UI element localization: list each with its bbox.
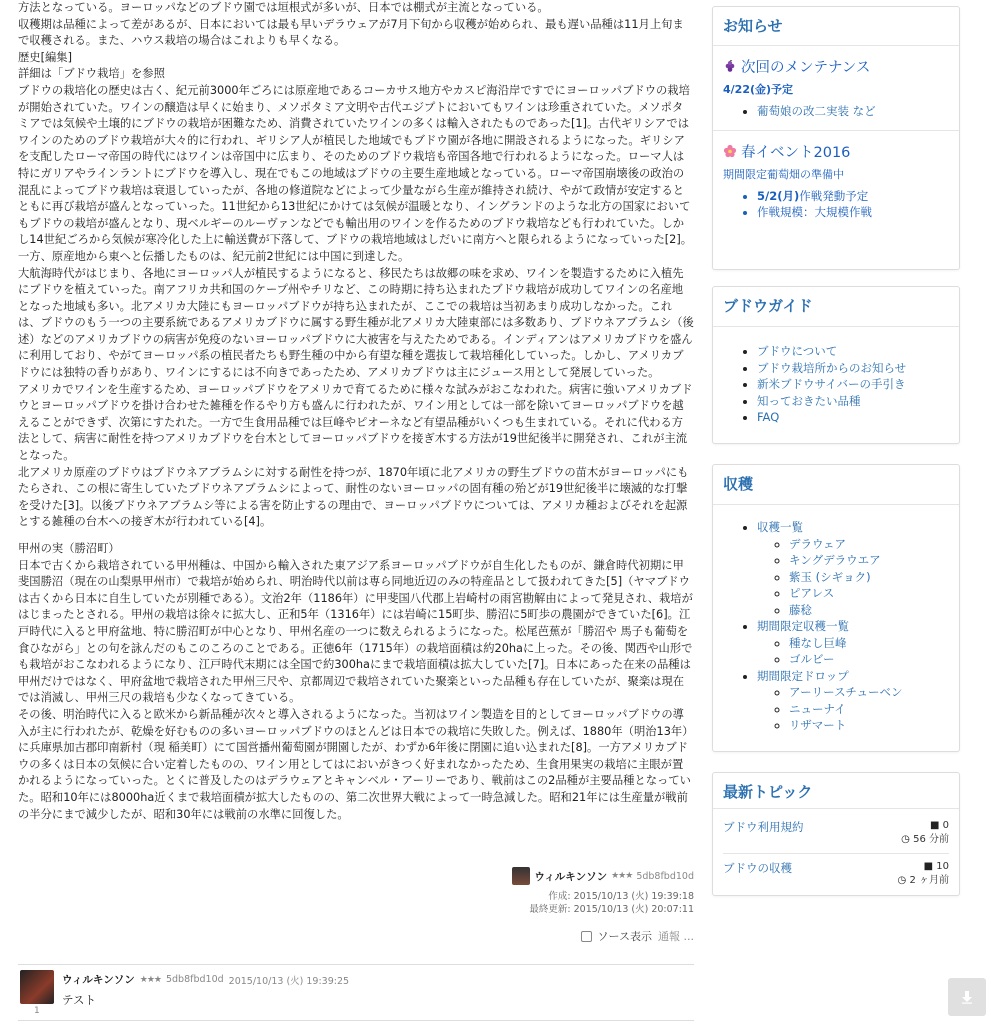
comment-author[interactable]: ウィルキンソン bbox=[62, 974, 135, 986]
list-item bbox=[789, 552, 949, 569]
list-item bbox=[757, 618, 949, 668]
article-paragraph: 一方、原産地から東へと伝播したものは、紀元前2世紀には中国に到達した。 bbox=[18, 249, 410, 263]
grape-icon bbox=[723, 60, 737, 74]
harvest-group-link[interactable]: 期間限定ドロップ bbox=[757, 668, 849, 683]
flower-icon bbox=[723, 144, 737, 158]
article-paragraph: 北アメリカ原産のブドウはブドウネアブラムシに対する耐性を持つが、1870年頃に北アメリカの野生ブドウの苗木がヨーロッパにもたらされ、この根に寄生していたブドウネアブラムシによって、耐性のないヨーロッパの固有種の殆どが19世紀後半に壊滅的な打撃を受けた[3]。以後ブドウネアブラムシ等による害を防止するの理由で、ヨーロッパブドウについては、アメリカ種およびそれを起源とする雑種の台木への接ぎ木が行われている[4]。 bbox=[18, 465, 689, 529]
list-item bbox=[789, 684, 949, 701]
list-item bbox=[789, 569, 949, 586]
list-item bbox=[789, 635, 949, 652]
section-heading-history: 歴史[編集] bbox=[18, 50, 73, 64]
article-paragraph: 日本で古くから栽培されている甲州種は、中国から輸入された東アジア系ヨーロッパブドウが自生化したものが、鎌倉時代初期に甲斐国勝沼（現在の山梨県甲州市）で栽培が始められ、明治時代以前は専ら同地近辺のみの特産品として扱われてきた[5]（ヤマブドウは古くから日本に自生していたが別種である）。文治2年（1186年）に甲斐国八代郡上岩崎村の雨宮勘解由によって発見され、栽培がはじまったとされる。甲州の栽培は徐々に拡大し、正和5年（1316年）には岩崎に15町歩、勝沼に5町歩の農園ができていた[6]。江戸時代に入ると甲府盆地、特に勝沼町が中心となり、甲州名産の一つに数えられるようになった。松尾芭蕉が「勝沼や 馬子も葡萄を食ひながら」との句を詠んだのもこのころのことである。正徳6年（1715年）の栽培面積は約20haに上った。その後、関西や山形でも栽培がおこなわれるようになり、江戸時代末期には全国で約300haにまで栽培面積は拡大していた[7]。日本にあった在来の品種は甲州だけではなく、甲府盆地で栽培された甲州三尺や、京都周辺で栽培されていた聚楽といった品種も存在していたが、聚楽は現在では消滅し、甲州三尺の栽培も少なくなってきている。 bbox=[18, 558, 693, 705]
guide-link[interactable]: FAQ bbox=[757, 410, 780, 424]
clock-icon: ◷ bbox=[897, 875, 907, 886]
topic-count: 10 bbox=[936, 861, 949, 872]
author-name[interactable]: ウィルキンソン bbox=[534, 870, 608, 883]
rank-stars-icon: ★★★ bbox=[139, 974, 161, 985]
maintenance-item-link[interactable]: 葡萄娘の改二実装 など bbox=[757, 104, 876, 118]
list-item bbox=[757, 393, 949, 410]
guide-link[interactable]: ブドウ栽培所からのお知らせ bbox=[757, 360, 907, 375]
updated-date: 最終更新: 2015/10/13 (火) 20:07:11 bbox=[529, 904, 694, 915]
harvest-link[interactable]: 種なし巨峰 bbox=[789, 635, 847, 650]
harvest-link[interactable]: ゴルビー bbox=[789, 652, 835, 666]
guide-link[interactable]: 知っておきたい品種 bbox=[757, 393, 861, 408]
topic-row[interactable] bbox=[723, 854, 949, 894]
article-paragraph: その後、明治時代に入ると欧米から新品種が次々と導入されるようになった。当初はワイン製造を目的としてヨーロッパブドウの導入が主に行われたが、乾燥を好むものの多いヨーロッパブドウのほとんどは日本での栽培に失敗した。例えば、1880年（明治13年）に兵庫県加古郡印南新村（現 稲美町）にて国営播州葡萄園が開園したが、わずか6年後に閉園に追い込まれた[8]。一方アメリカブドウの多くは日本の気候に合い定着したものの、ワイン用としてはにおいがきつく好まれなかったため、生食用果実の栽培に主眼が置かれるようになっていった。とくに普及したのはデラウェアとキャンベル・アーリーであり、戦前はこの2品種が主要品種となっていた。昭和10年には8000ha近くまで栽培面積が拡大したものの、第二次世界大戦によって一時急減した。昭和21年には生産量が戦前の半分にまで減少したが、昭和30年には戦前の水準に回復した。 bbox=[18, 707, 694, 821]
topic-time: 56 分前 bbox=[913, 834, 949, 845]
list-item bbox=[757, 343, 949, 360]
author-avatar[interactable] bbox=[512, 867, 530, 885]
list-item bbox=[757, 668, 949, 734]
author-info bbox=[490, 866, 694, 944]
see-also-note: 詳細は「ブドウ栽培」を参照 bbox=[18, 67, 165, 81]
topics-title: 最新トピック bbox=[723, 783, 813, 801]
harvest-group-link[interactable]: 期間限定収穫一覧 bbox=[757, 619, 849, 633]
topic-link[interactable]: ブドウ利用規約 bbox=[723, 820, 804, 834]
guide-link[interactable]: 新米ブドウサイバーの手引き bbox=[757, 377, 906, 391]
source-toggle-label[interactable]: ソース表示 bbox=[597, 930, 652, 943]
image-caption: 甲州の実（勝沼町） bbox=[18, 542, 120, 555]
news-title: お知らせ bbox=[723, 17, 783, 35]
event-subtitle: 期間限定葡萄畑の準備中 bbox=[723, 167, 844, 181]
list-item bbox=[757, 103, 949, 120]
comment-icon: ■ bbox=[923, 861, 934, 872]
maintenance-date: 4/22(金)予定 bbox=[723, 83, 794, 96]
list-item bbox=[789, 585, 949, 602]
event-date: 5/2(月) bbox=[757, 188, 800, 203]
guide-link[interactable]: ブドウについて bbox=[757, 344, 838, 358]
news-panel bbox=[712, 6, 960, 270]
article-paragraph: アメリカでワインを生産するため、ヨーロッパブドウをアメリカで育てるために様々な試みがおこなわれた。病害に強いアメリカブドウとヨーロッパブドウを掛け合わせた雑種を作るやり方も盛んに行われたが、ワイン用としては一部を除いてヨーロッパブドウを越えることができず、次第にすたれた。一方で生食用品種では巨峰やピオーネなど有望品種がいくつも生まれている。それに代わる方法として、病害に耐性を持つアメリカブドウを台木としてヨーロッパブドウを接ぎ木する方法が19世紀後半に開発され、これが主流となった。 bbox=[18, 382, 693, 463]
harvest-link[interactable]: 藤稔 bbox=[789, 602, 812, 617]
maintenance-heading bbox=[723, 56, 949, 77]
maintenance-heading-text[interactable]: 次回のメンテナンス bbox=[741, 60, 871, 76]
topics-panel bbox=[712, 772, 960, 896]
rank-stars-icon: ★★★ bbox=[611, 871, 633, 881]
topic-row[interactable] bbox=[723, 813, 949, 854]
report-link[interactable]: 通報 ... bbox=[658, 930, 694, 943]
article-paragraph: 収穫期は品種によって差があるが、日本においては最も早いデラウェアが7月下旬から収穫が始められ、最も遅い品種は11月上旬まで収穫される。また、ハウス栽培の場合はこれよりも早くなる。 bbox=[18, 17, 684, 48]
comment-uid: 5db8fbd10d bbox=[165, 974, 224, 985]
comment-avatar[interactable] bbox=[20, 970, 54, 1004]
list-item bbox=[757, 409, 949, 426]
article-paragraph: 方法となっている。ヨーロッパなどのブドウ園では垣根式が多いが、日本では棚式が主流となっている。 bbox=[18, 1, 549, 14]
harvest-link[interactable]: リザマート bbox=[789, 718, 847, 732]
harvest-group-link[interactable]: 収穫一覧 bbox=[757, 520, 803, 534]
comment-date: 2015/10/13 (火) 19:39:25 bbox=[228, 975, 350, 987]
divider bbox=[18, 964, 694, 965]
topic-link[interactable]: ブドウの収穫 bbox=[723, 861, 792, 875]
article-body bbox=[18, 0, 694, 823]
harvest-link[interactable]: アーリースチューベン bbox=[789, 685, 903, 699]
event-heading bbox=[723, 141, 949, 162]
list-item bbox=[757, 519, 949, 618]
event-detail: 作戦規模：大規模作戦 bbox=[757, 205, 872, 219]
harvest-link[interactable]: 紫玉 (シギョク) bbox=[789, 569, 871, 584]
comment-icon: ■ bbox=[929, 820, 940, 831]
article-paragraph: 大航海時代がはじまり、各地にヨーロッパ人が植民するようになると、移民たちは故郷の味を求め、ワインを製造するために入植先にブドウを植えていった。南アフリカ共和国のケープ州やチリなど、この時期に持ち込まれたブドウ栽培が成功してワインの名産地となった地域も多い。北アメリカ大陸にもヨーロッパブドウが持ち込まれたが、ここでの栽培は当初あまり成功しなかった。これは、ブドウのもう一つの主要系統であるアメリカブドウに属する野生種が北アメリカ大陸東部には多数あり、ブドウネアブラムシ（後述）などのアメリカブドウの病害が免疫のないヨーロッパブドウに大被害を与えたためである。インディアンはアメリカブドウを盛んに利用しており、やがてヨーロッパ系の植民者たちも野生種の中から有望な種を選抜して栽培種化していった。しかし、アメリカブドウには独特の香りがあり、ワインにするには不向きであったため、アメリカブドウは主にジュース用として発展していった。 bbox=[18, 266, 694, 380]
topic-time: 2 ヶ月前 bbox=[909, 875, 949, 886]
harvest-link[interactable]: ピアレス bbox=[789, 586, 835, 600]
harvest-panel bbox=[712, 464, 960, 752]
list-item bbox=[789, 651, 949, 668]
clock-icon: ◷ bbox=[901, 834, 910, 845]
list-item bbox=[757, 204, 949, 221]
harvest-title: 収穫 bbox=[723, 475, 754, 493]
list-item bbox=[757, 188, 949, 205]
comment-body: テスト bbox=[62, 993, 97, 1007]
article-paragraph: ブドウの栽培化の歴史は古く、紀元前3000年ごろには原産地であるコーカサス地方やカスピ海沿岸ですでにヨーロッパブドウの栽培が開始されていた。ワインの醸造は早くに始まり、メソポタミア文明や古代エジプトにおいてもワインは珍重されていた。メソポタミアでは気候や土壌的にブドウの栽培が困難なため、消費されていたワインの多くは輸入されたものであった[1]。古代ギリシアではワインのためのブドウ栽培が大々的に行われ、ギリシア人が植民した地域でもブドウ園が各地に開設されるようになった。ギリシアを支配したローマ帝国の時代にはワインは帝国中に広まり、そのためのブドウ栽培も帝国各地で行われるようになった。ローマ人は特にガリアやラインラントにブドウを導入し、現在でもこの地域はブドウの主要生産地域となっている。ローマ帝国崩壊後の政治の混乱によってブドウ栽培は衰退していったが、各地の修道院などによって少量ながら生産が維持され続け、やがて政情が安定するとともに再び栽培が盛んとなっていった。11世紀から13世紀にかけては気候が温暖となり、イングランドのような北方の国家においてもブドウの栽培が盛んとなり、現ベルギーのルーヴァンなどでも輸出用のワインを作るためのブドウ栽培なども行われていた。しかし14世紀ごろから気候が寒冷化した上に輸送費が下落して、ブドウの栽培地域はしだいに南方へと限られるようになっていった[2]。 bbox=[18, 83, 693, 247]
event-detail: 作戦発動予定 bbox=[799, 188, 869, 203]
list-item bbox=[789, 602, 949, 619]
harvest-link[interactable]: デラウェア bbox=[789, 536, 847, 551]
harvest-link[interactable]: ニューナイ bbox=[789, 701, 846, 716]
arrow-down-icon bbox=[961, 990, 973, 1004]
comment-number: 1 bbox=[34, 1006, 40, 1016]
author-uid: 5db8fbd10d bbox=[636, 870, 694, 882]
list-item bbox=[789, 717, 949, 734]
guide-title: ブドウガイド bbox=[723, 297, 813, 315]
created-date: 作成: 2015/10/13 (火) 19:39:18 bbox=[548, 891, 694, 902]
list-item bbox=[757, 376, 949, 393]
list-item bbox=[789, 701, 949, 718]
divider bbox=[18, 1020, 694, 1021]
scroll-down-button[interactable] bbox=[948, 978, 986, 1016]
topic-count: 0 bbox=[942, 820, 949, 831]
list-item bbox=[757, 360, 949, 377]
list-item bbox=[789, 536, 949, 553]
guide-panel bbox=[712, 286, 960, 444]
harvest-link[interactable]: キングデラウエア bbox=[789, 553, 881, 567]
source-toggle-checkbox[interactable] bbox=[581, 931, 592, 942]
event-heading-text[interactable]: 春イベント2016 bbox=[741, 144, 851, 161]
